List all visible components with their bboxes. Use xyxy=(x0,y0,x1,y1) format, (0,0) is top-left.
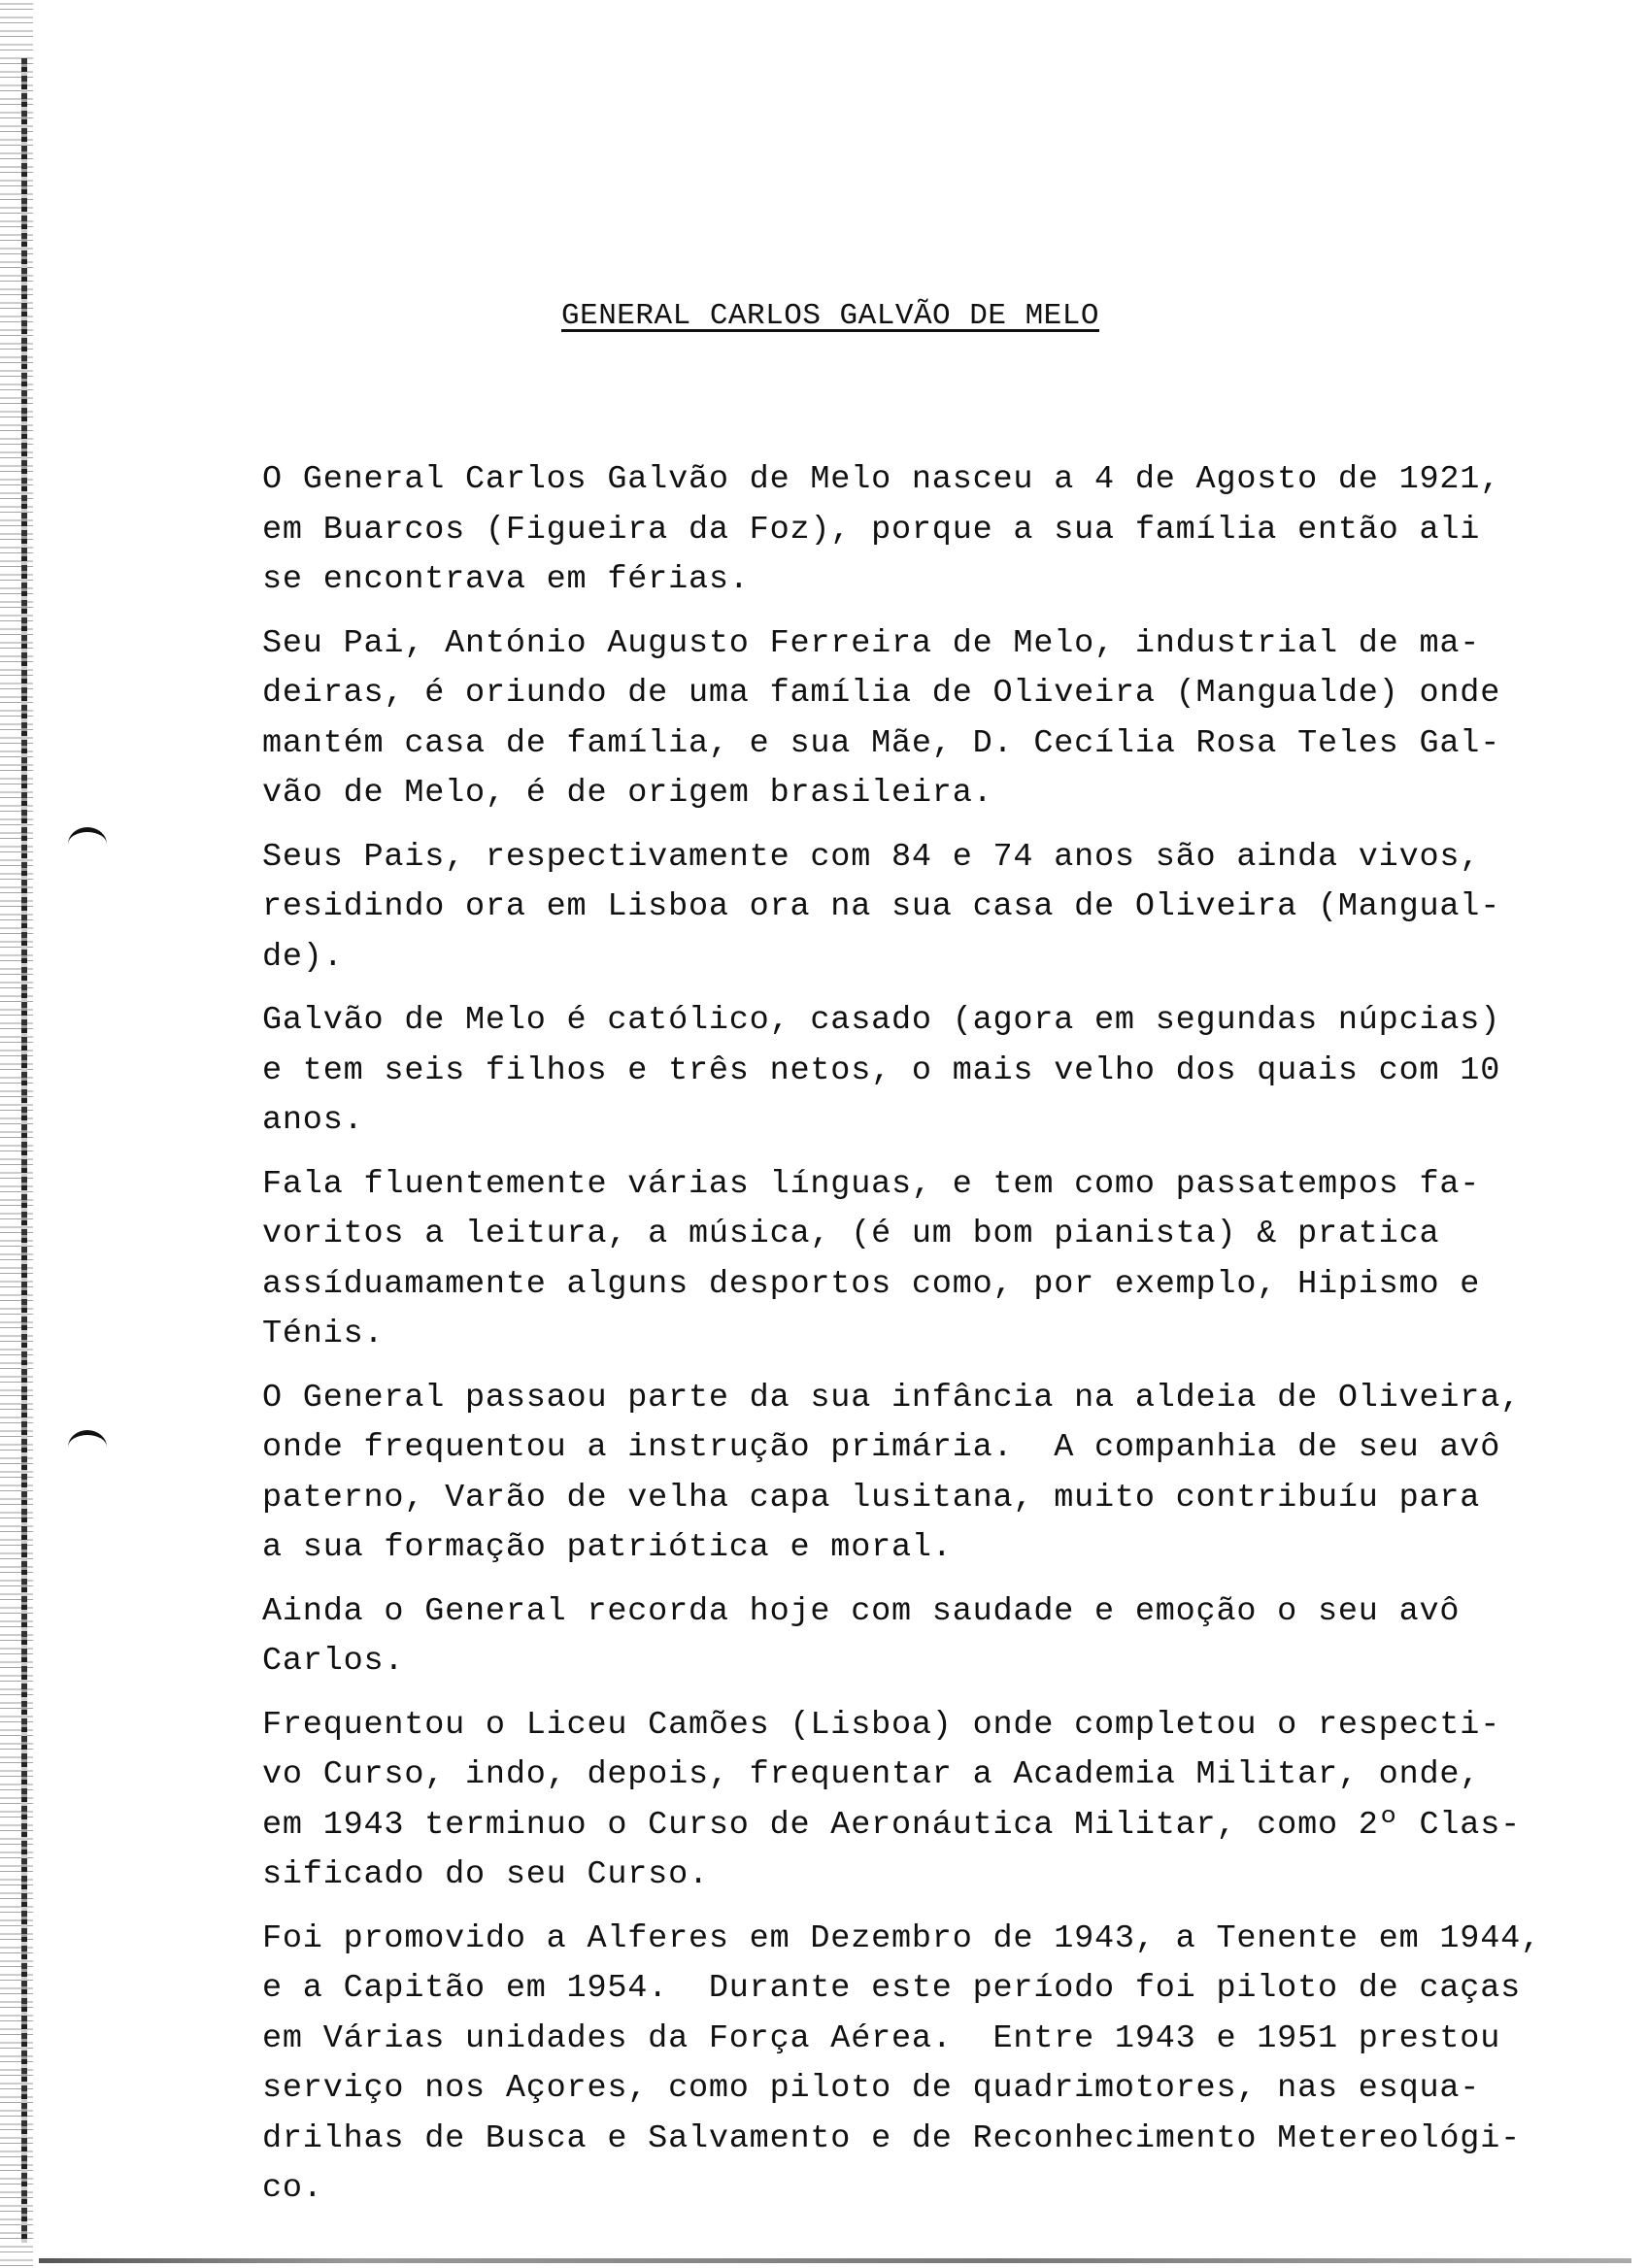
text-line: residindo ora em Lisboa ora na sua casa de Oliveira (Mangual- xyxy=(262,888,1501,925)
scan-bottom-edge xyxy=(39,2258,1631,2263)
text-line: Ainda o General recorda hoje com saudade e emoção o seu avô xyxy=(262,1592,1461,1630)
punch-hole-mark xyxy=(68,827,107,861)
paragraph xyxy=(262,455,1501,606)
paragraph xyxy=(262,833,1501,984)
text-line: mantém casa de família, e sua Mãe, D. Cecília Rosa Teles Gal- xyxy=(262,724,1501,762)
text-line: Ténis. xyxy=(262,1316,385,1352)
text-line: de). xyxy=(262,938,344,976)
text-line: Fala fluentemente várias línguas, e tem como passatempos fa- xyxy=(262,1165,1481,1203)
text-line: onde frequentou a instrução primária. A companhia de seu avô xyxy=(262,1429,1501,1466)
document-body xyxy=(262,455,1541,2228)
text-line: Galvão de Melo é católico, casado (agora em segundas núpcias) xyxy=(262,1002,1501,1039)
paragraph xyxy=(262,1160,1486,1360)
paragraph xyxy=(262,1587,1486,1687)
paragraph xyxy=(262,1374,1522,1574)
document-title: GENERAL CARLOS GALVÃO DE MELO xyxy=(561,299,1099,333)
text-line: O General Carlos Galvão de Melo nasceu a 4 de Agosto de 1921, xyxy=(262,461,1501,498)
text-line: e tem seis filhos e três netos, o mais velho dos quais com 10 xyxy=(262,1051,1501,1089)
text-line: e a Capitão em 1954. Durante este período foi piloto de caças xyxy=(262,1970,1522,2007)
text-line: deiras, é oriundo de uma família de Oliveira (Mangualde) onde xyxy=(262,675,1501,712)
text-line: vo Curso, indo, depois, frequentar a Academia Militar, onde, xyxy=(262,1756,1481,1793)
text-line: Seu Pai, António Augusto Ferreira de Melo, industrial de ma- xyxy=(262,624,1481,662)
text-line: assíduamamente alguns desportos como, por exemplo, Hipismo e xyxy=(262,1265,1481,1303)
text-line: vão de Melo, é de origem brasileira. xyxy=(262,775,993,812)
text-line: voritos a leitura, a música, (é um bom pianista) & pratica xyxy=(262,1216,1440,1252)
scan-edge-shadow xyxy=(0,0,33,2268)
text-line: Foi promovido a Alferes em Dezembro de 1943, a Tenente em 1944, xyxy=(262,1919,1541,1957)
text-line: anos. xyxy=(262,1102,364,1139)
text-line: paterno, Varão de velha capa lusitana, muito contribuíu para xyxy=(262,1479,1481,1517)
paragraph xyxy=(262,1701,1522,1901)
paragraph xyxy=(262,1915,1541,2215)
text-line: Frequentou o Liceu Camões (Lisboa) onde completou o respecti- xyxy=(262,1706,1501,1744)
text-line: a sua formação patriótica e moral. xyxy=(262,1529,953,1566)
text-line: O General passaou parte da sua infância na aldeia de Oliveira, xyxy=(262,1379,1522,1417)
text-line: sificado do seu Curso. xyxy=(262,1856,709,1893)
text-line: serviço nos Açores, como piloto de quadrimotores, nas esqua- xyxy=(262,2070,1481,2107)
paragraph xyxy=(262,619,1501,819)
text-line: em 1943 terminuo o Curso de Aeronáutica Militar, como 2º Clas- xyxy=(262,1806,1522,1844)
text-line: se encontrava em férias. xyxy=(262,561,750,598)
text-line: em Várias unidades da Força Aérea. Entre 1943 e 1951 prestou xyxy=(262,2019,1501,2057)
text-line: co. xyxy=(262,2170,323,2207)
text-line: Seus Pais, respectivamente com 84 e 74 anos são ainda vivos, xyxy=(262,838,1481,876)
text-line: em Buarcos (Figueira da Foz), porque a sua família então ali xyxy=(262,511,1481,549)
scan-binding-strip xyxy=(21,58,27,2243)
text-line: Carlos. xyxy=(262,1643,405,1680)
paragraph xyxy=(262,996,1501,1147)
punch-hole-mark xyxy=(68,1430,107,1464)
text-line: drilhas de Busca e Salvamento e de Reconhecimento Metereológi- xyxy=(262,2119,1522,2157)
